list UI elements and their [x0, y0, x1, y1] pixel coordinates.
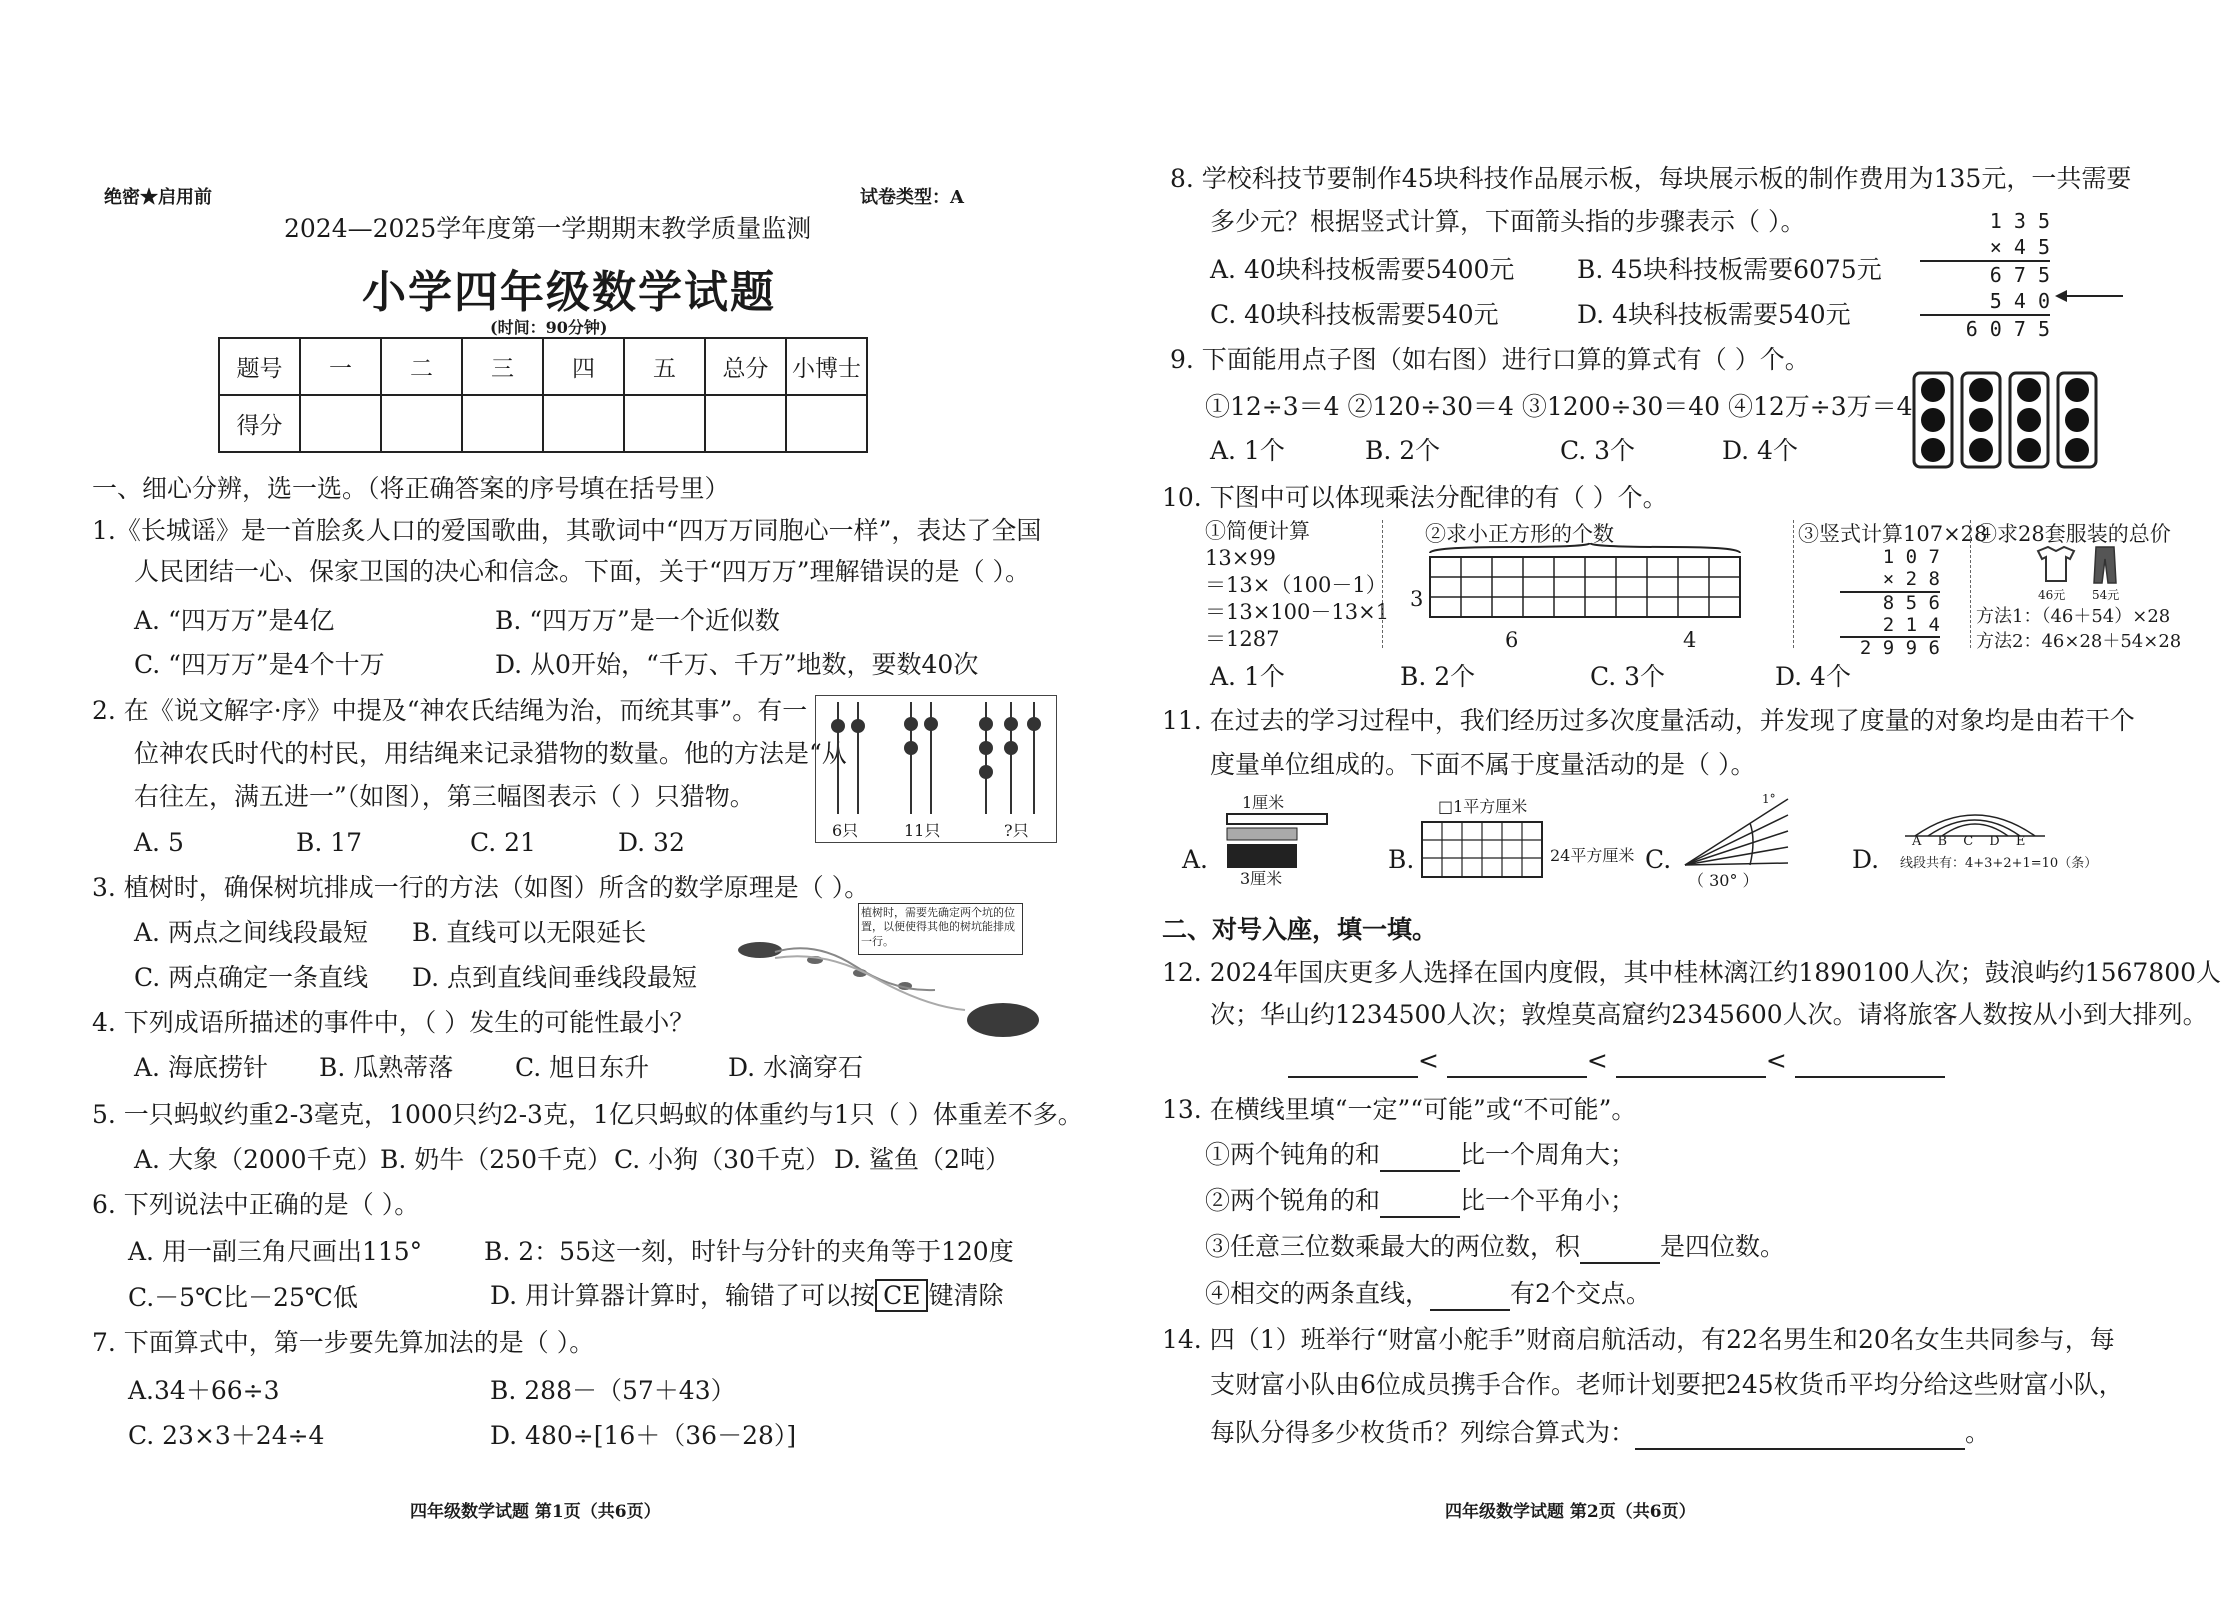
fig3-title: ③竖式计算107×28 [1798, 522, 1988, 546]
fig2-title: ②求小正方形的个数 [1425, 522, 1614, 546]
q9-option-c[interactable]: C. 3个 [1560, 436, 1636, 465]
calc-line: 1 0 7 [1882, 546, 1940, 568]
q8-line1: 8. 学校科技节要制作45块科技作品展示板，每块展示板的制作费用为135元，一共需要 [1170, 164, 2132, 193]
q3-line1: 3. 植树时，确保树坑排成一行的方法（如图）所含的数学原理是（ ）。 [92, 873, 870, 902]
price-label: 46元 [2038, 588, 2066, 602]
q10-option-d[interactable]: D. 4个 [1775, 662, 1851, 691]
q8-vertical-calculation [1920, 208, 2050, 342]
score-input-cell[interactable] [786, 395, 867, 452]
section-1-heading: 一、细心分辨，选一选。（将正确答案的序号填在括号里） [92, 474, 730, 503]
q14-line2: 支财富小队由6位成员携手合作。老师计划要把245枚货币平均分给这些财富小队， [1210, 1370, 2124, 1399]
angle-measure-figure [1680, 795, 1790, 870]
grid-label-right-cols: 4 [1683, 628, 1697, 652]
q14-line3-text: 每队分得多少枚货币？列综合算式为： [1210, 1418, 1636, 1447]
score-table-score-row [219, 395, 867, 452]
score-table-cell: 题号 [219, 338, 300, 395]
page-2-footer: 四年级数学试题 第2页（共6页） [1445, 1502, 1696, 1522]
q10-option-a[interactable]: A. 1个 [1210, 662, 1285, 691]
square-grid-figure [1410, 545, 1770, 645]
q14-answer-blank[interactable] [1635, 1418, 1965, 1450]
q8-option-d[interactable]: D. 4块科技板需要540元 [1577, 300, 1851, 329]
q8-option-c[interactable]: C. 40块科技板需要540元 [1210, 300, 1499, 329]
q8-line2: 多少元？根据竖式计算，下面箭头指的步骤表示（ ）。 [1210, 207, 1806, 236]
q8-option-a[interactable]: A. 40块科技板需要5400元 [1210, 255, 1515, 284]
q7-line1: 7. 下面算式中，第一步要先算加法的是（ ）。 [92, 1328, 595, 1357]
calc-line: × 2 8 [1840, 569, 1940, 593]
score-input-cell[interactable] [381, 395, 462, 452]
q13-item-1 [1205, 1140, 1635, 1172]
knot-rope-figure [815, 695, 1057, 843]
q12-blank-3[interactable] [1616, 1046, 1766, 1078]
q2-line1: 2. 在《说文解字·序》中提及“神农氏结绳为治，而统其事”。有一 [92, 696, 808, 725]
q13-item-4-suffix: 有2个交点。 [1510, 1279, 1651, 1308]
calc-line: × 4 5 [1920, 234, 2050, 262]
q6-option-d[interactable] [490, 1281, 1003, 1311]
score-table-cell: 小博士 [786, 338, 867, 395]
dot-grid-figure [1910, 370, 2100, 470]
price-label: 54元 [2092, 588, 2120, 602]
calc-line: 6 7 5 [1989, 263, 2050, 287]
tree-planting-note: 植树时，需要先确定两个坑的位置，以便使得其他的树坑能排成一行。 [858, 903, 1023, 955]
fig1-line: 13×99 [1205, 545, 1277, 570]
q2-line2: 位神农氏时代的村民，用结绳来记录猎物的数量。他的方法是“从 [134, 739, 847, 768]
fig1-line: ①简便计算 [1205, 519, 1310, 543]
exam-name: 2024—2025学年度第一学期期末教学质量监测 [284, 214, 812, 243]
q4-line1: 4. 下列成语所描述的事件中，（ ）发生的可能性最小？ [92, 1008, 695, 1037]
q2-option-a[interactable]: A. 5 [134, 828, 184, 857]
ruler-bar-figure [1225, 810, 1330, 870]
q13-item-3 [1205, 1232, 1785, 1264]
score-table-cell: 总分 [705, 338, 786, 395]
q14-line3 [1210, 1418, 1990, 1450]
q2-option-d[interactable]: D. 32 [618, 828, 685, 857]
score-table-cell: 四 [543, 338, 624, 395]
calc-line: 8 5 6 [1882, 591, 1940, 614]
figC-label: （ 30° ） [1688, 871, 1759, 890]
figD-caption: 线段共有：4+3+2+1=10（条） [1900, 856, 2098, 871]
q6-line1: 6. 下列说法中正确的是（ ）。 [92, 1190, 420, 1219]
grid-label-left-cols: 6 [1505, 628, 1519, 652]
q9-option-a[interactable]: A. 1个 [1210, 436, 1285, 465]
area-grid-figure [1420, 820, 1545, 880]
q11-option-a[interactable]: A. [1182, 845, 1209, 874]
exam-time: (时间：90分钟) [490, 318, 608, 337]
score-table-cell: 五 [624, 338, 705, 395]
q2-option-b[interactable]: B. 17 [296, 828, 363, 857]
q13-item-2-text: ②两个锐角的和 [1205, 1186, 1381, 1215]
score-input-cell[interactable] [705, 395, 786, 452]
q12-line1: 12. 2024年国庆更多人选择在国内度假，其中桂林漓江约1890100人次；鼓浪屿约1567800人 [1162, 958, 2221, 987]
left-arrow-icon [2055, 289, 2125, 303]
calc-line: 2 1 4 [1840, 615, 1940, 639]
divider [1382, 520, 1384, 648]
q2-line3: 右往左，满五进一”（如图），第三幅图表示（ ）只猎物。 [134, 782, 755, 811]
less-than: < [1586, 1046, 1608, 1075]
q12-blank-4[interactable] [1795, 1046, 1945, 1078]
q13-blank-4[interactable] [1430, 1279, 1510, 1311]
fig4-title: ④求28套服装的总价 [1976, 522, 2171, 546]
q6-option-d-text: D. 用计算器计算时，输错了可以按 [490, 1281, 876, 1310]
calc-line: 6 0 7 5 [1965, 317, 2050, 341]
q5-option-d[interactable]: D. 鲨鱼（2吨） [834, 1145, 1010, 1174]
q7-option-c[interactable]: C. 23×3＋24÷4 [128, 1421, 325, 1450]
q13-line1: 13. 在横线里填“一定”“可能”或“不可能”。 [1162, 1095, 1637, 1124]
figB-label: □1平方厘米 [1438, 797, 1528, 816]
calc-line-arrowed: 5 4 0 [1920, 288, 2050, 316]
grid-label-rows: 3 [1410, 587, 1424, 611]
q12-blank-1[interactable] [1288, 1046, 1418, 1078]
ce-key: CE [875, 1279, 928, 1312]
q5-option-b[interactable]: B. 奶牛（250千克） [380, 1145, 612, 1174]
score-row-label: 得分 [219, 395, 300, 452]
knot-label: ?只 [1004, 821, 1029, 840]
clothing-icon [2030, 545, 2140, 585]
q1-option-c[interactable]: C. “四万万”是4个十万 [134, 650, 385, 679]
q1-line2: 人民团结一心、保家卫国的决心和信念。下面，关于“四万万”理解错误的是（ ）。 [134, 557, 1031, 586]
q13-item-4 [1205, 1279, 1651, 1311]
fig1-line: ＝13×（100－1） [1205, 572, 1387, 597]
q10-vertical-calculation [1840, 547, 1940, 660]
fig1-line: ＝13×100－13×1 [1205, 599, 1390, 624]
q11-option-b[interactable]: B. [1388, 845, 1415, 874]
q13-item-2 [1205, 1186, 1635, 1218]
figD-points: A B C D E [1912, 834, 2032, 849]
q11-line2: 度量单位组成的。下面不属于度量活动的是（ ）。 [1210, 750, 1756, 779]
less-than: < [1418, 1046, 1439, 1075]
q7-option-d[interactable]: D. 480÷[16＋（36－28）] [490, 1421, 797, 1450]
score-input-cell[interactable] [543, 395, 624, 452]
calc-line: 2 9 9 6 [1859, 637, 1940, 660]
q6-option-b[interactable]: B. 2：55这一刻，时针与分针的夹角等于120度 [484, 1237, 1014, 1266]
q8-option-b[interactable]: B. 45块科技板需要6075元 [1577, 255, 1882, 284]
knot-label: 11只 [904, 821, 941, 840]
score-input-cell[interactable] [462, 395, 543, 452]
q12-answer-row [1288, 1046, 1945, 1078]
q10-option-c[interactable]: C. 3个 [1590, 662, 1666, 691]
method-1: 方法1：（46＋54）×28 [1976, 606, 2171, 627]
q3-option-b[interactable]: B. 直线可以无限延长 [412, 918, 647, 947]
figA-label: 3厘米 [1240, 869, 1283, 888]
score-table [218, 337, 868, 453]
method-2: 方法2：46×28＋54×28 [1976, 631, 2182, 652]
tree-planting-illustration [735, 930, 1040, 1040]
fig1-line: ＝1287 [1205, 626, 1280, 651]
q13-item-1-text: ①两个钝角的和 [1205, 1140, 1381, 1169]
q14-line1: 14. 四（1）班举行“财富小舵手”财商启航活动，有22名男生和20名女生共同参与，每 [1162, 1325, 2115, 1354]
q4-option-a[interactable]: A. 海底捞针 [134, 1053, 268, 1082]
page-2 [1110, 0, 2221, 1619]
score-table-cell: 一 [300, 338, 381, 395]
q9-line1: 9. 下面能用点子图（如右图）进行口算的算式有（ ）个。 [1170, 345, 1810, 374]
q4-option-c[interactable]: C. 旭日东升 [515, 1053, 650, 1082]
q6-option-c[interactable]: C.－5℃比－25℃低 [128, 1283, 358, 1312]
q9-option-b[interactable]: B. 2个 [1365, 436, 1441, 465]
divider [1793, 520, 1795, 648]
less-than: < [1765, 1046, 1787, 1075]
q5-option-a[interactable]: A. 大象（2000千克） [134, 1145, 382, 1174]
q3-option-c[interactable]: C. 两点确定一条直线 [134, 963, 369, 992]
q5-option-c[interactable]: C. 小狗（30千克） [614, 1145, 830, 1174]
q11-line1: 11. 在过去的学习过程中，我们经历过多次度量活动，并发现了度量的对象均是由若干个 [1162, 706, 2135, 735]
divider [1970, 520, 1972, 648]
page-1 [0, 0, 1110, 1619]
q13-item-2-suffix: 比一个平角小； [1460, 1186, 1636, 1215]
q10-figure-1 [1205, 518, 1389, 652]
q13-item-1-suffix: 比一个周角大； [1460, 1140, 1636, 1169]
page-1-footer: 四年级数学试题 第1页（共6页） [410, 1502, 661, 1522]
confidential-label: 绝密★启用前 [104, 187, 212, 208]
q3-option-a[interactable]: A. 两点之间线段最短 [134, 918, 368, 947]
score-table-header-row [219, 338, 867, 395]
q1-line1: 1.《长城谣》是一首脍炙人口的爱国歌曲，其歌词中“四万万同胞心一样”，表达了全国 [92, 516, 1042, 545]
figB-label: 24平方厘米 [1550, 846, 1635, 865]
q6-option-a[interactable]: A. 用一副三角尺画出115° [128, 1237, 423, 1266]
q7-option-b[interactable]: B. 288－（57＋43） [490, 1376, 736, 1405]
q13-blank-2[interactable] [1380, 1186, 1460, 1218]
score-table-cell: 三 [462, 338, 543, 395]
q11-option-c[interactable]: C. [1645, 845, 1672, 874]
paper-type-label: 试卷类型：A [860, 187, 964, 208]
q13-item-3-text: ③任意三位数乘最大的两位数，积 [1205, 1232, 1581, 1261]
q11-option-d[interactable]: D. [1852, 845, 1880, 874]
q7-option-a[interactable]: A.34＋66÷3 [128, 1376, 280, 1405]
q13-blank-3[interactable] [1580, 1232, 1660, 1264]
figC-label: 1° [1762, 792, 1776, 806]
q9-option-d[interactable]: D. 4个 [1722, 436, 1798, 465]
figA-label: 1厘米 [1242, 793, 1285, 812]
q6-option-d-suffix: 键清除 [928, 1281, 1004, 1310]
q14-period: 。 [1965, 1418, 1991, 1447]
q2-option-c[interactable]: C. 21 [470, 828, 536, 857]
q13-item-3-suffix: 是四位数。 [1660, 1232, 1786, 1261]
q3-option-d[interactable]: D. 点到直线间垂线段最短 [412, 963, 698, 992]
q1-option-d[interactable]: D. 从0开始，“千万、千万”地数，要数40次 [495, 650, 979, 679]
q12-blank-2[interactable] [1447, 1046, 1587, 1078]
knot-label: 6只 [832, 821, 859, 840]
section-2-heading: 二、对号入座，填一填。 [1162, 915, 1438, 944]
q4-option-d[interactable]: D. 水滴穿石 [728, 1053, 864, 1082]
q1-option-a[interactable]: A. “四万万”是4亿 [134, 606, 335, 635]
q5-line1: 5. 一只蚂蚁约重2-3毫克，1000只约2-3克，1亿只蚂蚁的体重约与1只（ ）体重差不多。 [92, 1100, 1083, 1129]
q9-expressions: ①12÷3＝4 ②120÷30＝4 ③1200÷30＝40 ④12万÷3万＝4 [1205, 392, 1913, 421]
q13-blank-1[interactable] [1380, 1140, 1460, 1172]
page-title: 小学四年级数学试题 [362, 267, 776, 318]
q10-line1: 10. 下图中可以体现乘法分配律的有（ ）个。 [1162, 483, 1668, 512]
q10-option-b[interactable]: B. 2个 [1400, 662, 1476, 691]
q4-option-b[interactable]: B. 瓜熟蒂落 [319, 1053, 454, 1082]
q1-option-b[interactable]: B. “四万万”是一个近似数 [495, 606, 780, 635]
calc-line: 1 3 5 [1989, 209, 2050, 233]
score-table-cell: 二 [381, 338, 462, 395]
score-input-cell[interactable] [300, 395, 381, 452]
score-input-cell[interactable] [624, 395, 705, 452]
q13-item-4-text: ④相交的两条直线， [1205, 1279, 1431, 1308]
q12-line2: 次；华山约1234500人次；敦煌莫高窟约2345600人次。请将旅客人数按从小到大排列。 [1210, 1000, 2208, 1029]
